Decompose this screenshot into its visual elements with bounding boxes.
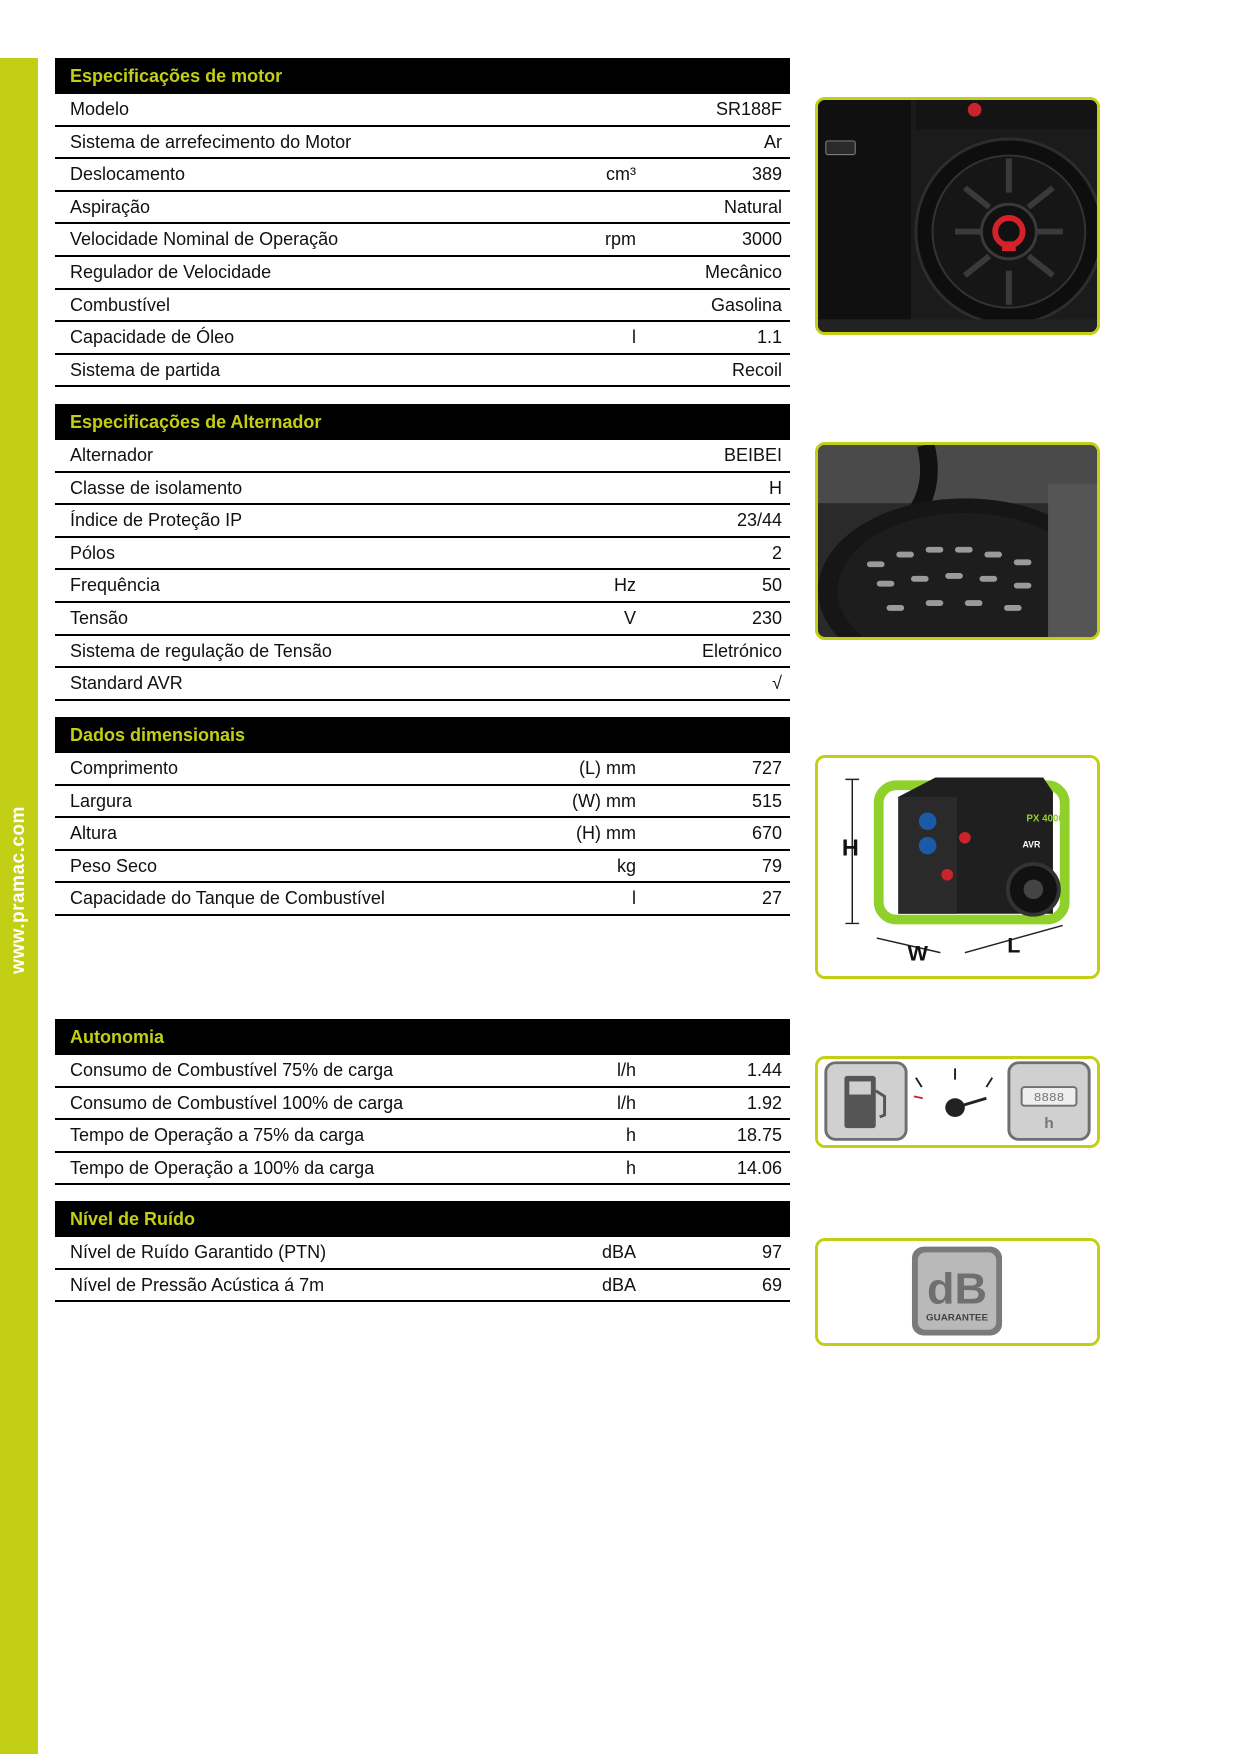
row-unit: l/h xyxy=(616,1092,636,1113)
row-label: Comprimento xyxy=(70,758,179,778)
table-row xyxy=(55,1055,790,1088)
table-row xyxy=(55,322,790,355)
db-badge-text: dB xyxy=(927,1265,988,1314)
row-label: Tensão xyxy=(70,607,129,628)
row-label: Frequência xyxy=(70,575,161,596)
table-row xyxy=(55,257,790,290)
row-value: 69 xyxy=(761,1274,782,1295)
row-value: 18.75 xyxy=(736,1125,782,1146)
website-url: www.pramac.com xyxy=(8,806,29,974)
row-label: Regulador de Velocidade xyxy=(70,261,272,282)
row-value: BEIBEI xyxy=(723,445,782,465)
engine-photo xyxy=(815,97,1100,335)
height-label: H xyxy=(841,834,859,861)
generator-dimensions-image xyxy=(815,755,1100,979)
engine-specs-section xyxy=(55,58,790,387)
row-value: Eletrónico xyxy=(701,640,782,661)
row-unit: kg xyxy=(616,855,636,876)
db-guarantee-image xyxy=(815,1238,1100,1346)
alternator-photo xyxy=(815,442,1100,640)
generator-illustration xyxy=(818,758,1097,976)
row-value: 23/44 xyxy=(736,510,782,531)
alternator-illustration xyxy=(818,445,1097,637)
row-label: Modelo xyxy=(70,99,130,119)
table-row xyxy=(55,1153,790,1186)
table-row xyxy=(55,127,790,160)
row-label: Tempo de Operação a 75% da carga xyxy=(70,1125,365,1146)
row-label: Aspiração xyxy=(70,196,151,217)
row-unit: (H) mm xyxy=(576,823,636,844)
meter-digits: 8888 xyxy=(1033,1091,1065,1105)
row-label: Sistema de partida xyxy=(70,359,221,380)
row-unit: h xyxy=(625,1125,636,1146)
table-row xyxy=(55,94,790,127)
row-unit: l xyxy=(632,888,636,909)
row-label: Velocidade Nominal de Operação xyxy=(70,229,339,250)
row-value: Mecânico xyxy=(704,261,782,282)
guarantee-text: GUARANTEE xyxy=(926,1312,988,1324)
table-row xyxy=(55,538,790,571)
table-row xyxy=(55,570,790,603)
row-unit: l/h xyxy=(616,1060,636,1080)
table-row xyxy=(55,159,790,192)
autonomy-section xyxy=(55,1019,790,1185)
row-unit: V xyxy=(623,607,636,628)
section-title: Autonomia xyxy=(55,1019,790,1055)
row-label: Sistema de arrefecimento do Motor xyxy=(70,131,352,152)
table-row xyxy=(55,440,790,473)
table-row xyxy=(55,473,790,506)
row-value: 727 xyxy=(751,758,782,778)
row-unit: (W) mm xyxy=(572,790,636,811)
table-row xyxy=(55,192,790,225)
row-value: 27 xyxy=(761,888,782,909)
row-unit: dBA xyxy=(601,1242,636,1262)
alternator-specs-section xyxy=(55,404,790,701)
row-value: 50 xyxy=(761,575,782,596)
row-label: Índice de Proteção IP xyxy=(70,510,243,531)
row-unit: rpm xyxy=(605,229,636,250)
row-label: Nível de Ruído Garantido (PTN) xyxy=(70,1242,327,1262)
width-label: W xyxy=(907,941,929,966)
row-label: Capacidade de Óleo xyxy=(70,327,235,348)
row-unit: l xyxy=(632,327,636,348)
table-row xyxy=(55,851,790,884)
db-guarantee-badge xyxy=(818,1241,1097,1343)
row-value: 230 xyxy=(751,607,782,628)
table-row xyxy=(55,505,790,538)
table-row xyxy=(55,355,790,388)
table-row xyxy=(55,290,790,323)
section-title: Especificações de Alternador xyxy=(55,404,790,440)
row-label: Peso Seco xyxy=(70,855,158,876)
row-value: Natural xyxy=(723,196,782,217)
row-value: 1.92 xyxy=(746,1092,782,1113)
row-value: √ xyxy=(772,673,782,694)
table-row xyxy=(55,786,790,819)
sidebar-strip xyxy=(0,58,38,1754)
row-label: Nível de Pressão Acústica á 7m xyxy=(70,1274,325,1295)
row-value: 389 xyxy=(751,164,782,185)
row-value: Recoil xyxy=(731,359,782,380)
row-label: Sistema de regulação de Tensão xyxy=(70,640,332,661)
row-label: Combustível xyxy=(70,294,171,315)
model-badge: PX 4000 xyxy=(1026,813,1064,825)
row-unit: (L) mm xyxy=(579,758,636,778)
row-label: Alternador xyxy=(70,445,154,465)
row-value: 1.44 xyxy=(746,1060,782,1080)
table-row xyxy=(55,1270,790,1303)
avr-badge: AVR xyxy=(1022,839,1041,850)
length-label: L xyxy=(1007,933,1021,958)
table-row xyxy=(55,1120,790,1153)
row-unit: dBA xyxy=(601,1274,636,1295)
row-label: Tempo de Operação a 100% da carga xyxy=(70,1157,375,1178)
table-row xyxy=(55,818,790,851)
autonomy-icon-image xyxy=(815,1056,1100,1148)
row-label: Consumo de Combustível 100% de carga xyxy=(70,1092,404,1113)
row-value: 97 xyxy=(761,1242,782,1262)
table-row xyxy=(55,668,790,701)
row-value: 670 xyxy=(751,823,782,844)
row-label: Deslocamento xyxy=(70,164,186,185)
section-title: Nível de Ruído xyxy=(55,1201,790,1237)
row-value: Ar xyxy=(764,131,782,152)
table-row xyxy=(55,883,790,916)
row-value: 3000 xyxy=(741,229,782,250)
dimensions-section xyxy=(55,717,790,916)
fuel-gauge-illustration xyxy=(818,1059,1097,1145)
row-value: 515 xyxy=(751,790,782,811)
row-unit: h xyxy=(625,1157,636,1178)
row-label: Classe de isolamento xyxy=(70,477,243,498)
row-value: 14.06 xyxy=(736,1157,782,1178)
row-label: Altura xyxy=(70,823,118,844)
table-row xyxy=(55,1237,790,1270)
row-unit: cm³ xyxy=(606,164,636,185)
row-label: Pólos xyxy=(70,542,116,563)
table-row xyxy=(55,1088,790,1121)
row-label: Largura xyxy=(70,790,133,811)
row-value: Gasolina xyxy=(710,294,782,315)
noise-section xyxy=(55,1201,790,1302)
engine-illustration xyxy=(818,100,1097,332)
row-value: 79 xyxy=(761,855,782,876)
table-row xyxy=(55,636,790,669)
section-title: Especificações de motor xyxy=(55,58,790,94)
row-label: Capacidade do Tanque de Combustível xyxy=(70,888,385,909)
row-label: Standard AVR xyxy=(70,673,183,694)
row-value: H xyxy=(769,477,782,498)
row-label: Consumo de Combustível 75% de carga xyxy=(70,1060,394,1080)
row-value: 2 xyxy=(771,542,782,563)
table-row xyxy=(55,224,790,257)
section-title: Dados dimensionais xyxy=(55,717,790,753)
meter-unit: h xyxy=(1044,1115,1054,1133)
row-value: 1.1 xyxy=(756,327,782,348)
table-row xyxy=(55,753,790,786)
row-unit: Hz xyxy=(614,575,636,596)
table-row xyxy=(55,603,790,636)
row-value: SR188F xyxy=(715,99,782,119)
